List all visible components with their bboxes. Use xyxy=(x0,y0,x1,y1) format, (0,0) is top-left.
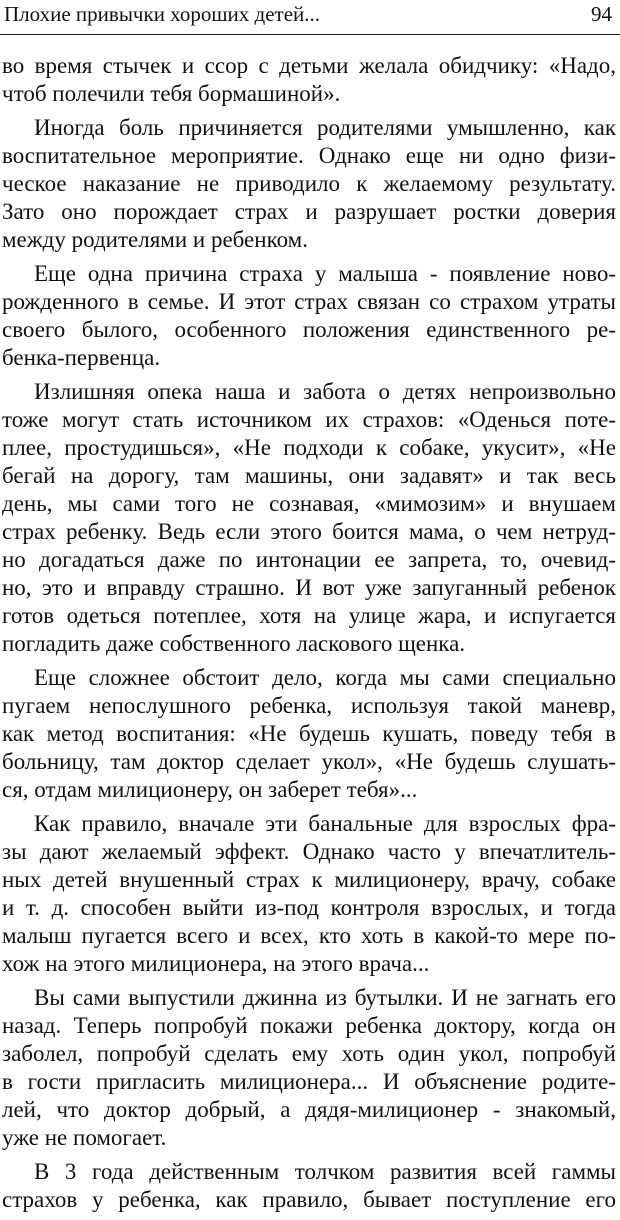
text-line: тоже могут стать источником их страхов: «Оденься поте- xyxy=(2,407,616,432)
running-header xyxy=(4,2,612,32)
paragraph xyxy=(2,52,616,108)
text-line: пугаем непослушного ребенка, используя такой маневр, xyxy=(2,693,616,718)
text-line: страх ребенку. Ведь если этого боится мама, о чем нетруд- xyxy=(2,519,616,544)
text-line: малыш пугается всего и всех, кто хоть в какой-то мере по- xyxy=(2,923,616,948)
text-line: больницу, там доктор сделает укол», «Не будешь слушать- xyxy=(2,749,616,774)
paragraph xyxy=(2,114,616,254)
text-line: во время стычек и ссор с детьми желала обидчику: «Надо, xyxy=(2,53,616,78)
text-line: ся, отдам милиционеру, он заберет тебя»... xyxy=(2,777,418,802)
text-line: зы дают желаемый эффект. Однако часто у впечатлитель- xyxy=(2,839,616,864)
text-line: лей, что доктор добрый, а дядя-милиционер - знакомый, xyxy=(2,1097,616,1122)
text-line: рожденного в семье. И этот страх связан со страхом утраты xyxy=(2,289,616,314)
text-line: бегай на дорогу, там машины, они задавят» и так весь xyxy=(2,463,616,488)
text-line: как метод воспитания: «Не будешь кушать, поведу тебя в xyxy=(2,721,616,746)
paragraph xyxy=(2,984,616,1152)
text-line: готов одеться потеплее, хотя на улице жара, и испугается xyxy=(2,603,616,628)
text-line: воспитательное мероприятие. Однако еще ни одно физи- xyxy=(2,143,616,168)
text-line: но, это и вправду страшно. И вот уже запуганный ребенок xyxy=(2,575,616,600)
text-line: день, мы сами того не сознавая, «мимозим» и внушаем xyxy=(2,491,616,516)
running-title: Плохие привычки хороших детей... xyxy=(4,2,321,26)
text-line: плее, простудишься», «Не подходи к собаке, укусит», «Не xyxy=(2,435,616,460)
text-line: Зато оно порождает страх и разрушает ростки доверия xyxy=(2,199,616,224)
text-line: ных детей внушенный страх к милиционеру, врачу, собаке xyxy=(2,867,616,892)
text-line: Как правило, вначале эти банальные для взрослых фра- xyxy=(34,811,616,836)
text-line: погладить даже собственного ласкового щенка. xyxy=(2,631,466,656)
body-text xyxy=(2,52,616,1220)
text-line: назад. Теперь попробуй покажи ребенка доктору, когда он xyxy=(2,1013,616,1038)
text-line: Еще одна причина страха у малыша - появление ново- xyxy=(34,261,616,286)
text-line: хож на этого милиционера, на этого врача... xyxy=(2,951,430,976)
text-line: Иногда боль причиняется родителями умышленно, как xyxy=(34,115,616,140)
text-line: Излишняя опека наша и забота о детях непроизвольно xyxy=(34,379,616,404)
paragraph xyxy=(2,1158,616,1214)
page-number: 94 xyxy=(591,2,612,26)
text-line: бенка-первенца. xyxy=(2,345,161,370)
text-line: но догадаться даже по интонации ее запрета, то, очевид- xyxy=(2,547,616,572)
text-line: страхов у ребенка, как правило, бывает поступление его xyxy=(2,1187,616,1212)
paragraph xyxy=(2,378,616,658)
text-line: Вы сами выпустили джинна из бутылки. И не загнать его xyxy=(34,985,616,1010)
text-line: заболел, попробуй сделать ему хоть один укол, попробуй xyxy=(2,1041,616,1066)
text-line: Еще сложнее обстоит дело, когда мы сами специально xyxy=(34,665,616,690)
paragraph xyxy=(2,260,616,372)
text-line: между родителями и ребенком. xyxy=(2,227,308,252)
paragraph xyxy=(2,810,616,978)
text-line: в гости пригласить милиционера... И объяснение родите- xyxy=(2,1069,616,1094)
header-rule xyxy=(0,34,620,35)
text-line: уже не помогает. xyxy=(2,1125,167,1150)
text-line: и т. д. способен выйти из-под контроля взрослых, и тогда xyxy=(2,895,616,920)
text-line: ческое наказание не приводило к желаемому результату. xyxy=(2,171,616,196)
text-line: чтоб полечили тебя бормашиной». xyxy=(2,81,341,106)
paragraph xyxy=(2,664,616,804)
text-line: В 3 года действенным толчком развития всей гаммы xyxy=(34,1159,616,1184)
text-line: своего былого, особенного положения единственного ре- xyxy=(2,317,616,342)
